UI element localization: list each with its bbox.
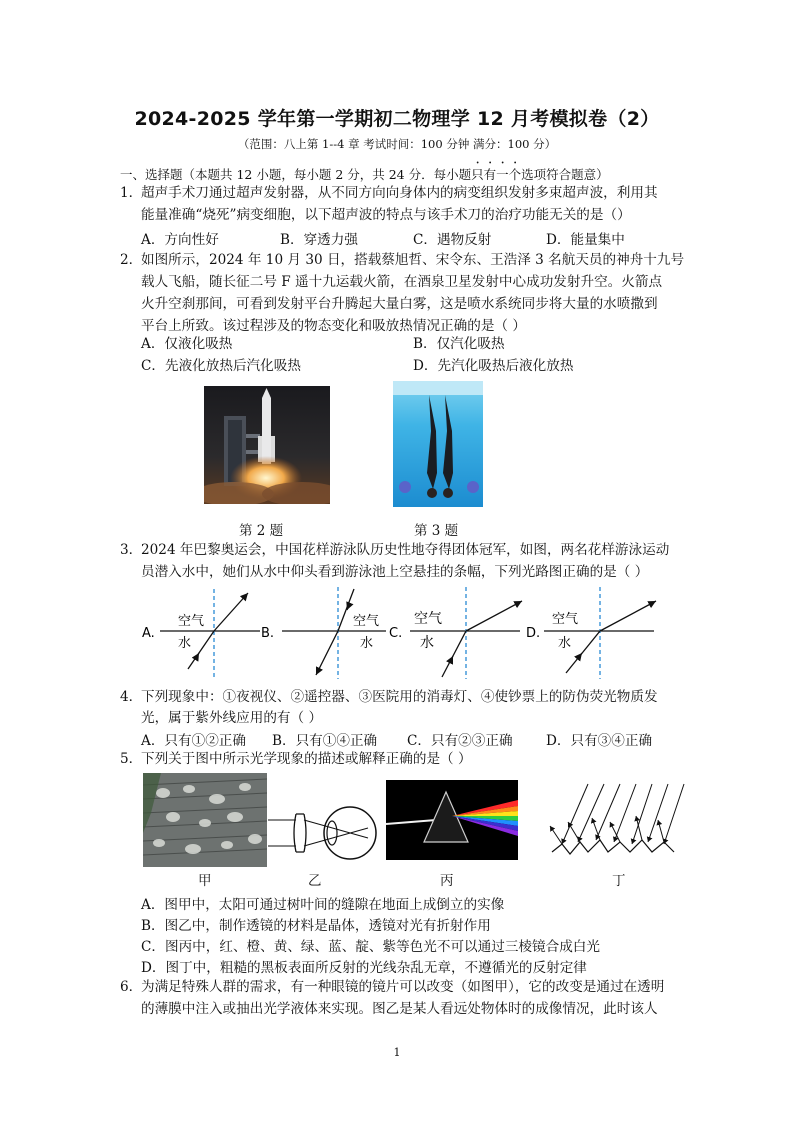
option-d: D．图丁中，粗糙的黑板表面所反射的光线杂乱无章，不遵循光的反射定律 [141, 960, 587, 976]
question-text: 的薄膜中注入或抽出光学液体来实现。图乙是某人看远处物体时的成像情况，此时该人 [141, 1001, 658, 1017]
option-a: A．方向性好 [141, 232, 219, 248]
label-air: 空气 [414, 611, 442, 627]
label-water: 水 [420, 635, 434, 651]
question-text: 超声手术刀通过超声发射器，从不同方向向身体内的病变组织发射多束超声波，利用其 [141, 185, 658, 201]
figure-caption: 第 2 题 [239, 523, 284, 539]
option-b: B．图乙中，制作透镜的材料是晶体，透镜对光有折射作用 [141, 918, 491, 934]
option-d-letter: D. [526, 626, 541, 641]
question-number: 1． [120, 185, 143, 201]
swimmers-photo [393, 381, 483, 507]
prism-dispersion-photo [386, 780, 518, 860]
option-a-letter: A. [142, 626, 155, 641]
option-a: A．图甲中，太阳可通过树叶间的缝隙在地面上成倒立的实像 [141, 897, 505, 913]
figure-caption: 第 3 题 [414, 523, 459, 539]
rocket-launch-photo [204, 386, 330, 504]
question-number: 5． [120, 751, 143, 767]
question-text: 为满足特殊人群的需求，有一种眼镜的镜片可以改变（如图甲），它的改变是通过在透明 [141, 979, 665, 995]
figure-label-jia: 甲 [198, 873, 212, 889]
question-text: 能量准确“烧死”病变细胞，以下超声波的特点与该手术刀的治疗功能无关的是（） [141, 207, 631, 223]
label-water: 水 [360, 636, 374, 651]
question-text: 下列现象中：①夜视仪、②遥控器、③医院用的消毒灯、④使钞票上的防伪荧光物质发 [141, 689, 658, 705]
option-c-letter: C. [389, 626, 403, 641]
figure-label-bing: 丙 [440, 873, 454, 889]
question-number: 4． [120, 689, 143, 705]
option-d: D．先汽化吸热后液化放热 [413, 358, 574, 374]
question-number: 2． [120, 252, 143, 268]
option-c: C．遇物反射 [413, 232, 492, 248]
option-a: A．仅液化吸热 [141, 336, 233, 352]
page-title: 2024-2025 学年第一学期初二物理学 12 月考模拟卷（2） [134, 108, 660, 130]
label-water: 水 [558, 636, 572, 651]
diffuse-reflection-diagram [548, 782, 688, 864]
option-b: B．仅汽化吸热 [413, 336, 505, 352]
figure-label-yi: 乙 [308, 873, 322, 889]
question-text: 光，属于紫外线应用的有（ ） [141, 710, 323, 726]
option-c: C．先液化放热后汽化吸热 [141, 358, 301, 374]
question-text: 员潜入水中，她们从水中仰头看到游泳池上空悬挂的条幅，下列光路图正确的是（ ） [141, 564, 649, 580]
section-heading: 一、选择题（本题共 12 小题，每小题 2 分，共 24 分．每小题只有一个选项符合题意） [120, 167, 609, 182]
option-a: A．只有①②正确 [141, 733, 246, 749]
question-number: 6． [120, 979, 143, 995]
eye-lens-diagram [268, 800, 380, 866]
label-air: 空气 [178, 614, 205, 629]
option-c: C．图丙中，红、橙、黄、绿、蓝、靛、紫等色光不可以通过三棱镜合成白光 [141, 939, 600, 955]
page-number: 1 [393, 1046, 401, 1059]
question-text: 2024 年巴黎奥运会，中国花样游泳队历史性地夺得团体冠军，如图，两名花样游泳运动 [141, 542, 670, 558]
option-d: D．只有③④正确 [546, 733, 653, 749]
question-text: 下列关于图中所示光学现象的描述或解释正确的是（ ） [141, 751, 472, 767]
question-text: 平台上所致。该过程涉及的物态变化和吸放热情况正确的是（ ） [141, 318, 526, 334]
question-number: 3． [120, 542, 143, 558]
option-d: D．能量集中 [546, 232, 625, 248]
exam-info: （范围：八上第 1--4 章 考试时间：100 分钟 满分：100 分） [237, 137, 557, 151]
figure-label-ding: 丁 [612, 873, 626, 889]
option-b-letter: B. [261, 626, 275, 641]
light-path-diagrams [120, 585, 660, 681]
question-text: 如图所示，2024 年 10 月 30 日，搭载蔡旭哲、宋令东、王浩泽 3 名航天员的神舟十九号 [141, 252, 685, 268]
sunlight-spots-photo [143, 773, 267, 867]
option-c: C．只有②③正确 [407, 733, 513, 749]
label-water: 水 [178, 636, 192, 651]
question-text: 火升空刹那间，可看到发射平台升腾起大量白雾，这是喷水系统同步将大量的水喷撒到 [141, 296, 658, 312]
question-text: 载人飞船，随长征二号 F 遥十九运载火箭，在酒泉卫星发射中心成功发射升空。火箭点 [141, 274, 663, 290]
label-air: 空气 [552, 612, 579, 627]
option-b: B．穿透力强 [280, 232, 358, 248]
label-air: 空气 [353, 614, 380, 629]
option-b: B．只有①④正确 [272, 733, 378, 749]
